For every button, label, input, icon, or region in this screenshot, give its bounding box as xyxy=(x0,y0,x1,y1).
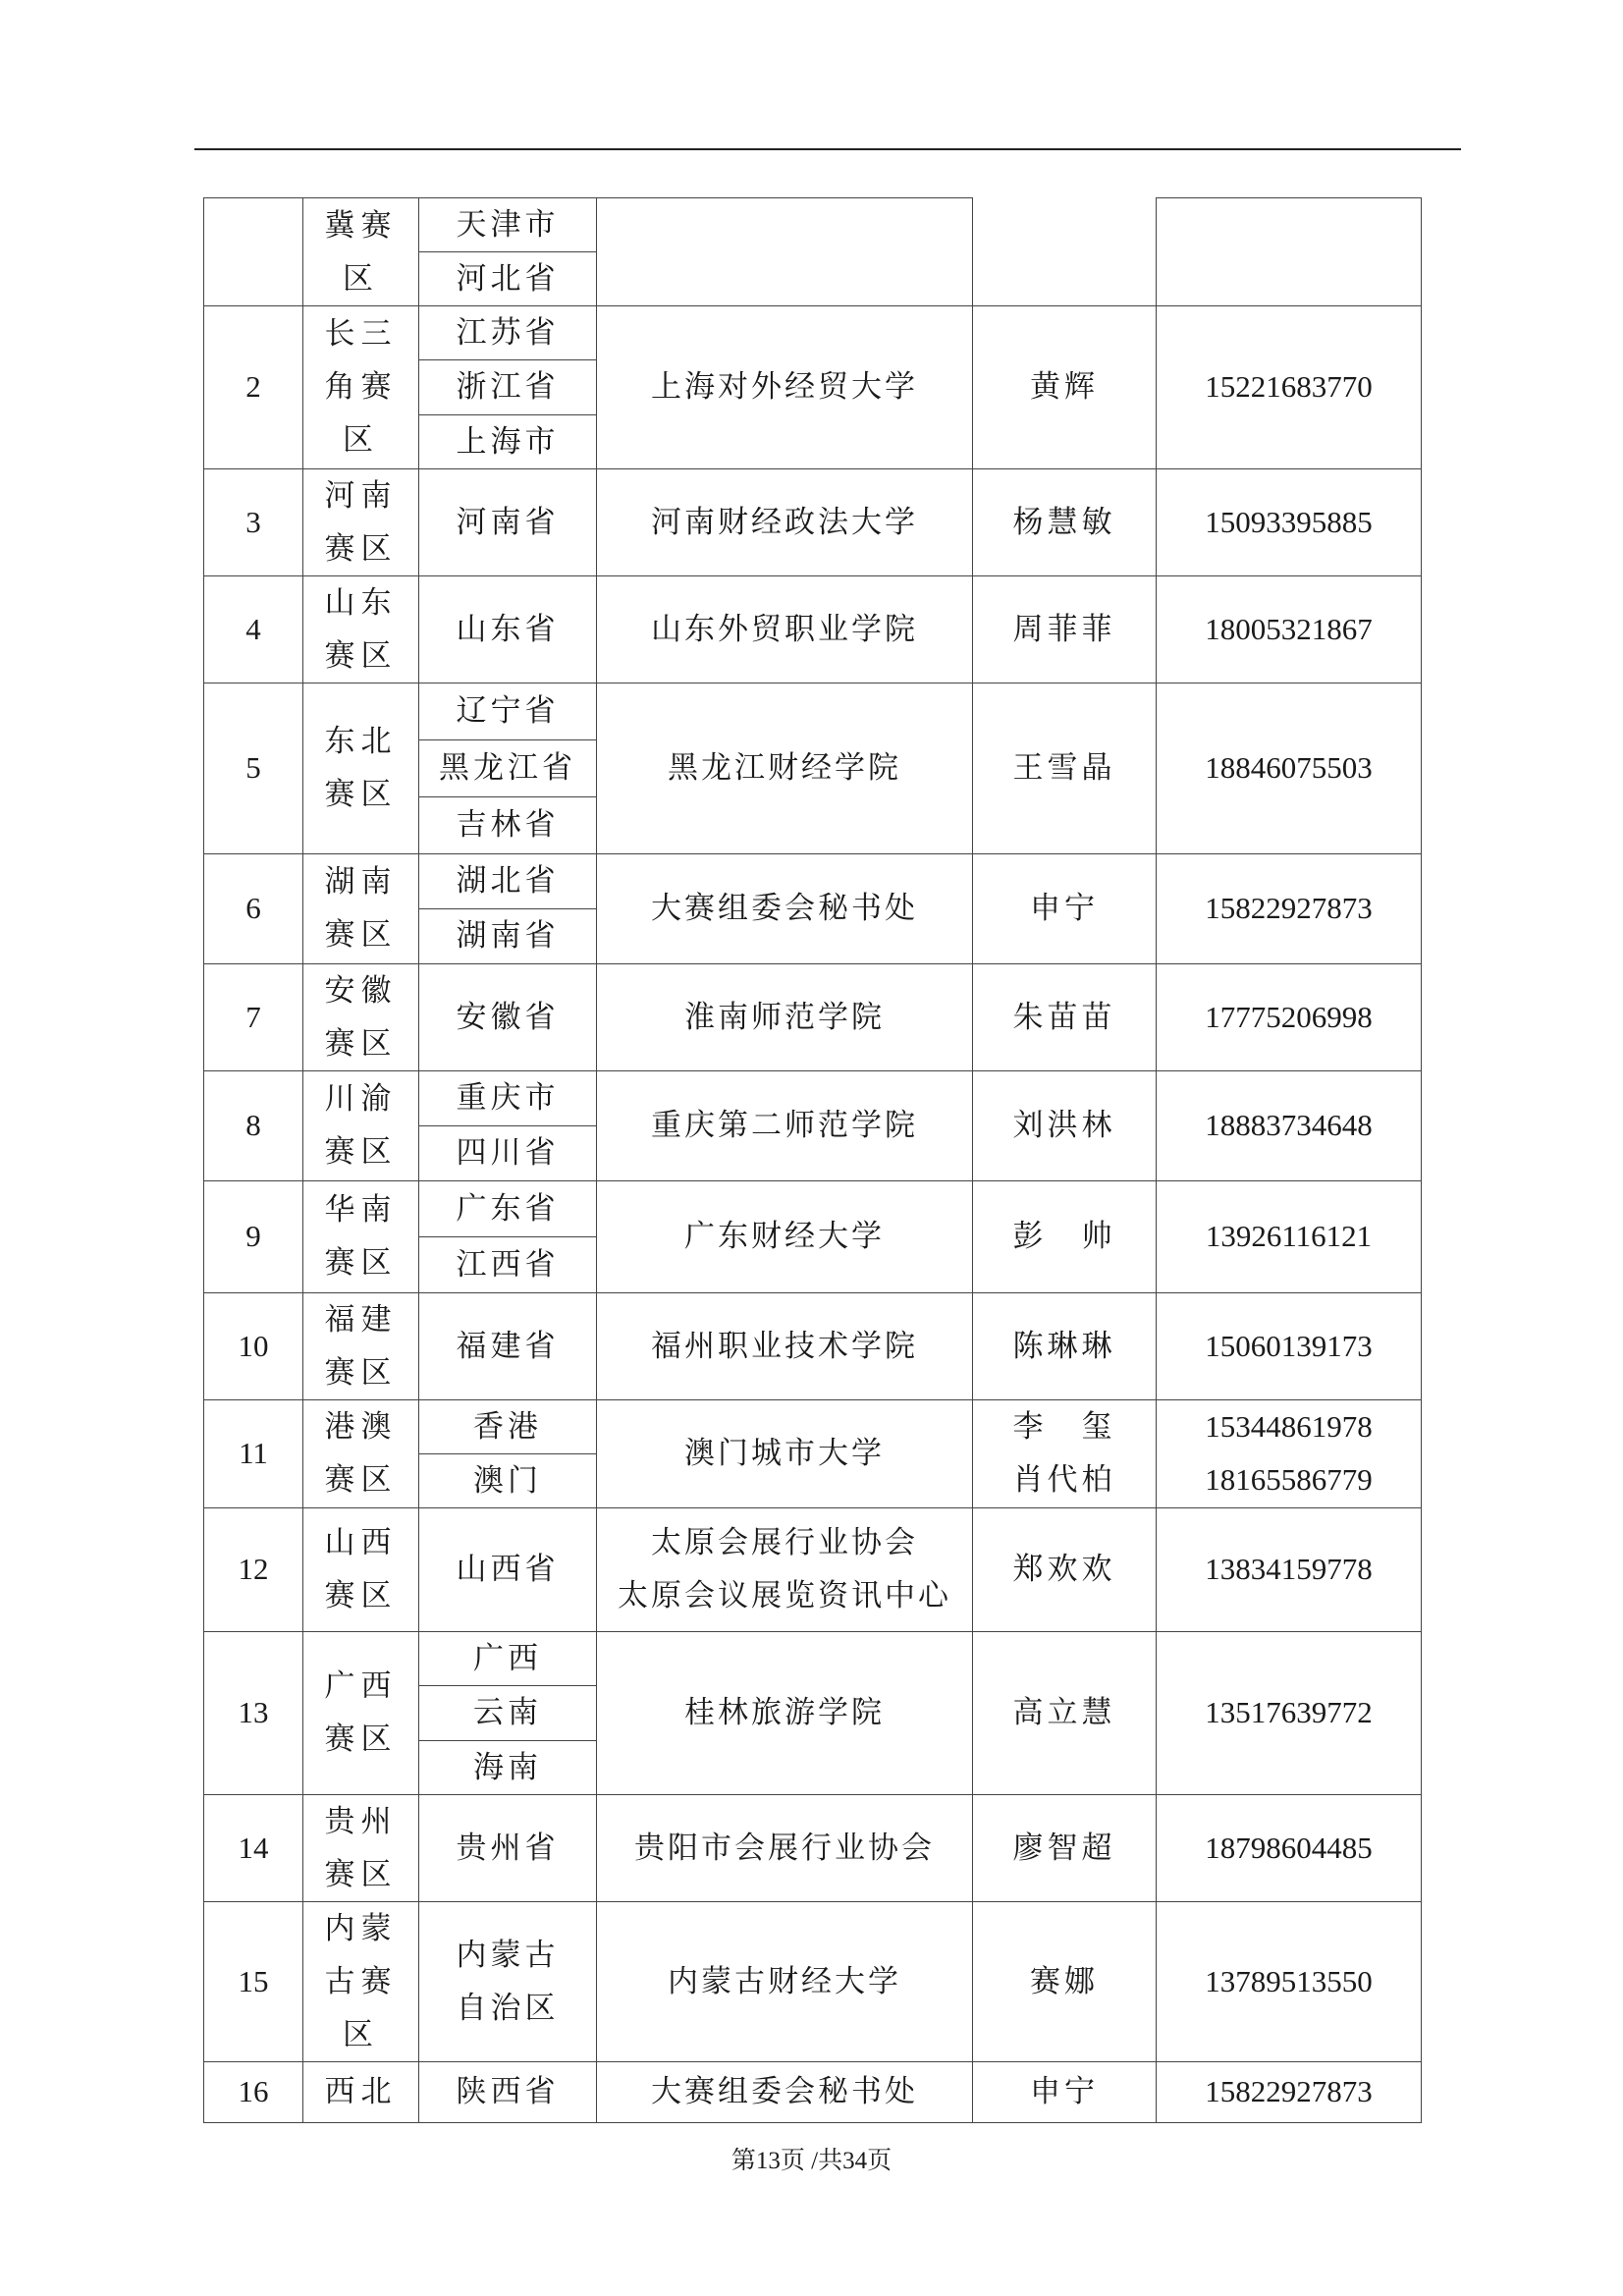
row-number: 9 xyxy=(204,1180,303,1292)
region-name-line: 赛区 xyxy=(324,917,398,954)
region-name-line: 赛区 xyxy=(324,1462,398,1499)
contact-person xyxy=(973,468,1157,575)
organizer xyxy=(597,1292,973,1399)
phone-number-line: 15822927873 xyxy=(1205,891,1373,926)
organizer-line: 河南财经政法大学 xyxy=(651,504,918,540)
row-number: 14 xyxy=(204,1794,303,1901)
region-name-line: 赛区 xyxy=(324,1578,398,1614)
region-name-line: 广西 xyxy=(324,1668,398,1705)
region-name-line: 赛区 xyxy=(324,777,398,813)
region-name-line: 冀赛 xyxy=(324,207,398,244)
region-name xyxy=(303,683,419,853)
phone-number xyxy=(1157,575,1422,683)
contact-person-line: 李 玺 xyxy=(1012,1409,1116,1446)
province-cell: 吉林省 xyxy=(419,796,597,853)
province-cell: 澳门 xyxy=(419,1453,597,1507)
organizer-line: 淮南师范学院 xyxy=(684,999,885,1035)
province-cell: 陕西省 xyxy=(419,2061,597,2122)
organizer-line: 福州职业技术学院 xyxy=(651,1328,918,1364)
contact-person xyxy=(973,1180,1157,1292)
province-cell: 浙江省 xyxy=(419,360,597,414)
province-cell: 重庆市 xyxy=(419,1070,597,1125)
organizer xyxy=(597,1631,973,1794)
organizer xyxy=(597,198,973,306)
province-cell: 海南 xyxy=(419,1740,597,1794)
contact-person-line: 陈琳琳 xyxy=(1012,1328,1116,1364)
organizer-line: 贵阳市会展行业协会 xyxy=(634,1830,935,1866)
region-name-line: 山东 xyxy=(324,584,398,621)
phone-number-line: 18165586779 xyxy=(1205,1462,1373,1498)
table-row xyxy=(204,1631,1422,1685)
organizer xyxy=(597,683,973,853)
province-cell: 辽宁省 xyxy=(419,683,597,739)
region-name-line: 内蒙 xyxy=(324,1910,398,1946)
organizer-line: 广东财经大学 xyxy=(684,1219,885,1255)
row-number: 5 xyxy=(204,683,303,853)
table-row xyxy=(204,1292,1422,1399)
organizer-line: 内蒙古财经大学 xyxy=(668,1963,901,1999)
contact-person xyxy=(973,2061,1157,2122)
contact-person-line: 黄辉 xyxy=(1030,369,1099,406)
region-name xyxy=(303,198,419,306)
contact-person-line: 杨慧敏 xyxy=(1012,504,1116,540)
row-number: 8 xyxy=(204,1070,303,1180)
region-name xyxy=(303,853,419,963)
table-row xyxy=(204,1901,1422,2061)
region-contact-table xyxy=(203,197,1422,2123)
region-name xyxy=(303,1794,419,1901)
phone-number xyxy=(1157,853,1422,963)
phone-number-line: 15221683770 xyxy=(1205,369,1373,405)
table-row xyxy=(204,1794,1422,1901)
contact-person xyxy=(973,853,1157,963)
table-row xyxy=(204,2061,1422,2122)
row-number xyxy=(204,198,303,306)
organizer xyxy=(597,1507,973,1631)
region-name-line: 赛区 xyxy=(324,1025,398,1062)
province-cell: 香港 xyxy=(419,1399,597,1453)
organizer-line: 上海对外经贸大学 xyxy=(651,369,918,406)
phone-number-line: 13926116121 xyxy=(1205,1219,1373,1254)
phone-number-line: 15344861978 xyxy=(1205,1409,1373,1445)
region-name-line: 赛区 xyxy=(324,1722,398,1758)
table-row xyxy=(204,468,1422,575)
table-row xyxy=(204,1070,1422,1125)
organizer-line: 重庆第二师范学院 xyxy=(651,1108,918,1144)
region-name xyxy=(303,1070,419,1180)
province-cell: 安徽省 xyxy=(419,963,597,1070)
province-cell: 广西 xyxy=(419,1631,597,1685)
row-number: 11 xyxy=(204,1399,303,1507)
region-name xyxy=(303,306,419,469)
province-cell xyxy=(419,1901,597,2061)
province-cell: 山东省 xyxy=(419,575,597,683)
contact-person-line: 刘洪林 xyxy=(1012,1108,1116,1144)
region-name-line: 贵州 xyxy=(324,1803,398,1839)
province-cell: 河北省 xyxy=(419,252,597,306)
organizer xyxy=(597,575,973,683)
organizer xyxy=(597,963,973,1070)
contact-person xyxy=(973,198,1157,306)
organizer xyxy=(597,2061,973,2122)
row-number: 12 xyxy=(204,1507,303,1631)
province-cell: 广东省 xyxy=(419,1180,597,1236)
contact-person xyxy=(973,1070,1157,1180)
province-cell: 云南 xyxy=(419,1686,597,1740)
organizer xyxy=(597,853,973,963)
organizer-line: 大赛组委会秘书处 xyxy=(651,891,918,927)
contact-person-line: 朱苗苗 xyxy=(1012,999,1116,1035)
phone-number xyxy=(1157,1399,1422,1507)
phone-number-line: 15060139173 xyxy=(1205,1328,1373,1363)
province-cell: 河南省 xyxy=(419,468,597,575)
contact-person xyxy=(973,1292,1157,1399)
province-line: 自治区 xyxy=(456,1990,560,2026)
phone-number xyxy=(1157,963,1422,1070)
region-name-line: 安徽 xyxy=(324,972,398,1009)
organizer-line: 太原会议展览资讯中心 xyxy=(618,1578,951,1614)
province-cell: 湖北省 xyxy=(419,853,597,908)
row-number: 4 xyxy=(204,575,303,683)
contact-person-line: 申宁 xyxy=(1030,891,1099,927)
region-name-line: 河南 xyxy=(324,477,398,514)
phone-number xyxy=(1157,1631,1422,1794)
phone-number xyxy=(1157,1180,1422,1292)
region-name-line: 古赛 xyxy=(324,1963,398,1999)
region-name xyxy=(303,963,419,1070)
contact-person-line: 廖智超 xyxy=(1012,1830,1116,1866)
phone-number-line: 13789513550 xyxy=(1205,1963,1373,1998)
phone-number-line: 15822927873 xyxy=(1205,2074,1373,2109)
table-row xyxy=(204,1399,1422,1453)
region-name xyxy=(303,468,419,575)
region-name-line: 山西 xyxy=(324,1525,398,1561)
province-cell: 贵州省 xyxy=(419,1794,597,1901)
table-row xyxy=(204,683,1422,739)
region-name-line: 东北 xyxy=(324,724,398,760)
phone-number xyxy=(1157,1794,1422,1901)
table-row xyxy=(204,1180,1422,1236)
contact-person xyxy=(973,1399,1157,1507)
region-name-line: 长三 xyxy=(324,316,398,353)
organizer-line: 太原会展行业协会 xyxy=(651,1525,918,1561)
phone-number-line: 15093395885 xyxy=(1205,504,1373,539)
table-row xyxy=(204,306,1422,360)
province-cell: 江苏省 xyxy=(419,306,597,360)
organizer xyxy=(597,1070,973,1180)
contact-person-line: 彭 帅 xyxy=(1012,1219,1116,1255)
organizer xyxy=(597,306,973,469)
organizer-line: 黑龙江财经学院 xyxy=(668,750,901,787)
organizer xyxy=(597,468,973,575)
region-name xyxy=(303,1631,419,1794)
contact-person xyxy=(973,575,1157,683)
region-name-line: 西北 xyxy=(324,2074,398,2110)
page-footer: 第13页 /共34页 xyxy=(730,2148,893,2174)
province-cell: 上海市 xyxy=(419,414,597,468)
row-number: 6 xyxy=(204,853,303,963)
region-name-line: 赛区 xyxy=(324,1134,398,1171)
table-row xyxy=(204,963,1422,1070)
region-name xyxy=(303,1292,419,1399)
region-name xyxy=(303,1507,419,1631)
phone-number xyxy=(1157,1070,1422,1180)
contact-person xyxy=(973,1794,1157,1901)
region-name xyxy=(303,575,419,683)
region-name-line: 赛区 xyxy=(324,637,398,674)
region-name-line: 赛区 xyxy=(324,530,398,567)
region-name xyxy=(303,1180,419,1292)
phone-number-line: 13834159778 xyxy=(1205,1552,1373,1587)
region-name xyxy=(303,2061,419,2122)
contact-person-line: 郑欢欢 xyxy=(1012,1552,1116,1588)
contact-person xyxy=(973,1901,1157,2061)
contact-person xyxy=(973,683,1157,853)
region-name-line: 港澳 xyxy=(324,1409,398,1446)
region-name-line: 赛区 xyxy=(324,1245,398,1282)
region-name-line: 赛区 xyxy=(324,1354,398,1391)
phone-number-line: 13517639772 xyxy=(1205,1695,1373,1730)
contact-person-line: 赛娜 xyxy=(1030,1963,1099,1999)
phone-number-line: 18883734648 xyxy=(1205,1108,1373,1143)
organizer-line: 大赛组委会秘书处 xyxy=(651,2074,918,2110)
organizer xyxy=(597,1901,973,2061)
province-cell: 山西省 xyxy=(419,1507,597,1631)
table-row xyxy=(204,575,1422,683)
contact-person xyxy=(973,1631,1157,1794)
region-name-line: 区 xyxy=(343,422,379,459)
organizer xyxy=(597,1794,973,1901)
organizer xyxy=(597,1399,973,1507)
phone-number-line: 17775206998 xyxy=(1205,999,1373,1034)
region-name-line: 区 xyxy=(343,2016,379,2052)
province-cell: 天津市 xyxy=(419,198,597,252)
row-number: 3 xyxy=(204,468,303,575)
contact-person xyxy=(973,306,1157,469)
table-row xyxy=(204,1507,1422,1631)
contact-person-line: 申宁 xyxy=(1030,2074,1099,2110)
table-row xyxy=(204,198,1422,252)
province-cell: 福建省 xyxy=(419,1292,597,1399)
phone-number xyxy=(1157,2061,1422,2122)
region-name-line: 湖南 xyxy=(324,864,398,901)
region-name-line: 福建 xyxy=(324,1301,398,1338)
region-name-line: 川渝 xyxy=(324,1081,398,1118)
province-cell: 四川省 xyxy=(419,1125,597,1180)
row-number: 15 xyxy=(204,1901,303,2061)
region-name-line: 角赛 xyxy=(324,369,398,406)
table-row xyxy=(204,853,1422,908)
province-cell: 黑龙江省 xyxy=(419,739,597,796)
province-line: 内蒙古 xyxy=(456,1937,560,1973)
row-number: 10 xyxy=(204,1292,303,1399)
contact-person-line: 王雪晶 xyxy=(1012,750,1116,787)
row-number: 7 xyxy=(204,963,303,1070)
phone-number xyxy=(1157,1507,1422,1631)
organizer-line: 澳门城市大学 xyxy=(684,1436,885,1472)
contact-person-line: 周菲菲 xyxy=(1012,611,1116,647)
phone-number xyxy=(1157,1292,1422,1399)
contact-person xyxy=(973,1507,1157,1631)
phone-number xyxy=(1157,683,1422,853)
row-number: 2 xyxy=(204,306,303,469)
region-name xyxy=(303,1399,419,1507)
phone-number xyxy=(1157,306,1422,469)
region-name-line: 华南 xyxy=(324,1192,398,1229)
phone-number-line: 18005321867 xyxy=(1205,611,1373,646)
province-cell: 江西省 xyxy=(419,1236,597,1292)
contact-person-line: 肖代柏 xyxy=(1012,1462,1116,1499)
region-name-line: 区 xyxy=(343,260,379,297)
phone-number-line: 18846075503 xyxy=(1205,750,1373,786)
contact-person xyxy=(973,963,1157,1070)
region-name-line: 赛区 xyxy=(324,1856,398,1892)
contact-person-line: 高立慧 xyxy=(1012,1695,1116,1731)
phone-number xyxy=(1157,198,1422,306)
organizer xyxy=(597,1180,973,1292)
region-name xyxy=(303,1901,419,2061)
organizer-line: 山东外贸职业学院 xyxy=(651,611,918,647)
header-rule xyxy=(194,148,1461,150)
phone-number xyxy=(1157,468,1422,575)
row-number: 16 xyxy=(204,2061,303,2122)
phone-number xyxy=(1157,1901,1422,2061)
phone-number-line: 18798604485 xyxy=(1205,1830,1373,1865)
province-cell: 湖南省 xyxy=(419,908,597,963)
row-number: 13 xyxy=(204,1631,303,1794)
organizer-line: 桂林旅游学院 xyxy=(684,1695,885,1731)
